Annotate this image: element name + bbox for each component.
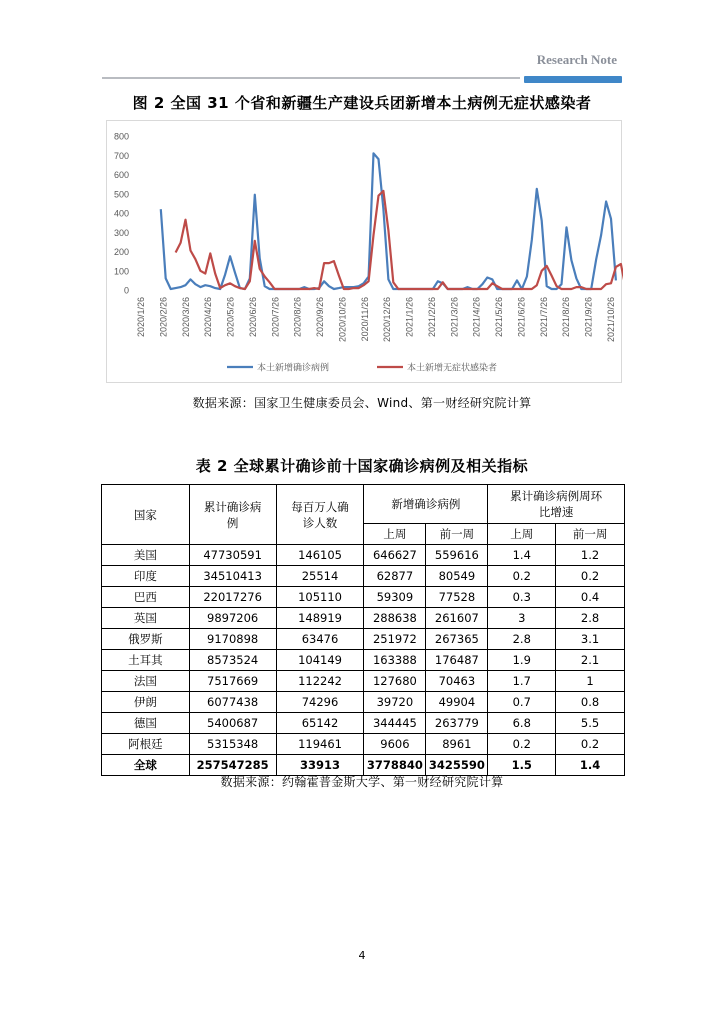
table-cell: 47730591 (189, 545, 276, 566)
x-tick-label: 2021/4/26 (471, 297, 482, 338)
y-tick-label: 0 (123, 285, 129, 296)
table-source: 数据来源：约翰霍普金斯大学、第一财经研究院计算 (220, 775, 504, 789)
table-cell: 2.8 (488, 629, 556, 650)
table-cell: 7517669 (189, 671, 276, 692)
table-cell: 176487 (426, 650, 488, 671)
x-tick-label: 2021/10/26 (606, 297, 616, 343)
header-accent-bar (524, 76, 622, 83)
table-cell: 8961 (426, 734, 488, 755)
chart-container (106, 120, 622, 383)
x-tick-label: 2021/3/26 (449, 297, 460, 338)
series-line-asymptomatic (176, 191, 623, 289)
table-cell: 0.2 (556, 566, 625, 587)
header-per-million: 每百万人确诊人数 (276, 485, 364, 545)
figure-title: 图 2 全国 31 个省和新疆生产建设兵团新增本土病例无症状感染者 (132, 94, 592, 112)
x-tick-label: 2021/6/26 (516, 297, 527, 338)
table-cell: 62877 (364, 566, 426, 587)
table-cell: 112242 (276, 671, 364, 692)
table-cell: 0.2 (556, 734, 625, 755)
table-cell: 巴西 (102, 587, 190, 608)
table-row (102, 713, 625, 734)
table-cell: 288638 (364, 608, 426, 629)
legend-label: 本土新增确诊病例 (257, 363, 330, 374)
total-cell: 3425590 (426, 755, 488, 776)
table-row (102, 566, 625, 587)
table-title: 表 2 全球累计确诊前十国家确诊病例及相关指标 (195, 457, 529, 475)
table-cell: 6077438 (189, 692, 276, 713)
table-cell: 65142 (276, 713, 364, 734)
header-growth-prev-week: 前一周 (556, 524, 625, 545)
x-tick-label: 2020/2/26 (158, 297, 169, 338)
table-cell: 77528 (426, 587, 488, 608)
table-cell: 0.8 (556, 692, 625, 713)
x-tick-label: 2021/5/26 (494, 297, 505, 338)
table-cell: 5315348 (189, 734, 276, 755)
table-cell: 263779 (426, 713, 488, 734)
table-cell: 59309 (364, 587, 426, 608)
table-cell: 63476 (276, 629, 364, 650)
table-cell: 267365 (426, 629, 488, 650)
y-tick-label: 200 (113, 247, 129, 257)
table-cell: 3 (488, 608, 556, 629)
table-cell: 9897206 (189, 608, 276, 629)
table-cell: 25514 (276, 566, 364, 587)
table-cell: 22017276 (189, 587, 276, 608)
total-cell: 全球 (102, 755, 190, 776)
x-tick-label: 2020/5/26 (225, 297, 236, 338)
x-tick-label: 2021/8/26 (561, 297, 572, 338)
y-tick-label: 100 (113, 266, 129, 277)
x-tick-label: 2021/2/26 (426, 297, 437, 338)
table-cell: 9606 (364, 734, 426, 755)
table-cell: 148919 (276, 608, 364, 629)
table-cell: 646627 (364, 545, 426, 566)
table-cell: 0.2 (488, 566, 556, 587)
x-tick-label: 2021/7/26 (538, 297, 549, 338)
y-tick-label: 300 (113, 227, 129, 238)
table-cell: 德国 (102, 713, 190, 734)
table-cell: 344445 (364, 713, 426, 734)
table-cell: 美国 (102, 545, 190, 566)
x-tick-label: 2020/6/26 (247, 297, 258, 338)
x-tick-label: 2020/11/26 (359, 297, 370, 342)
y-tick-label: 500 (113, 189, 129, 200)
table-cell: 1.7 (488, 671, 556, 692)
table-cell: 阿根廷 (102, 734, 190, 755)
y-tick-label: 400 (113, 208, 129, 219)
x-tick-label: 2020/8/26 (292, 297, 303, 338)
y-tick-label: 600 (113, 170, 129, 180)
line-chart (107, 121, 623, 384)
table-row (102, 734, 625, 755)
table-cell: 0.4 (556, 587, 625, 608)
table-cell: 0.7 (488, 692, 556, 713)
table-row (102, 671, 625, 692)
table-row (102, 650, 625, 671)
table-cell: 163388 (364, 650, 426, 671)
table-cell: 印度 (102, 566, 190, 587)
table-cell: 80549 (426, 566, 488, 587)
table-cell: 34510413 (189, 566, 276, 587)
x-tick-label: 2020/4/26 (203, 297, 214, 338)
table-cell: 1.4 (488, 545, 556, 566)
table-cell: 俄罗斯 (102, 629, 190, 650)
x-tick-label: 2020/1/26 (136, 297, 146, 338)
y-tick-label: 800 (113, 131, 129, 142)
table-cell: 119461 (276, 734, 364, 755)
figure-source: 数据来源：国家卫生健康委员会、Wind、第一财经研究院计算 (192, 396, 532, 410)
table-cell: 8573524 (189, 650, 276, 671)
table-cell: 1.9 (488, 650, 556, 671)
table-cell: 6.8 (488, 713, 556, 734)
table-cell: 74296 (276, 692, 364, 713)
header-new-cases: 新增确诊病例 (364, 485, 488, 524)
page-number: 4 (358, 949, 366, 962)
total-cell: 3778840 (364, 755, 426, 776)
table-cell: 1.2 (556, 545, 625, 566)
table-cell: 49904 (426, 692, 488, 713)
table-row (102, 608, 625, 629)
header-rule (102, 77, 520, 79)
x-tick-label: 2021/9/26 (583, 297, 594, 338)
header-cumulative: 累计确诊病例 (189, 485, 276, 545)
table-cell: 英国 (102, 608, 190, 629)
table-cell: 土耳其 (102, 650, 190, 671)
x-tick-label: 2020/10/26 (337, 297, 348, 343)
table-cell: 261607 (426, 608, 488, 629)
table-cell: 0.3 (488, 587, 556, 608)
research-note-label: Research Note (536, 52, 617, 67)
x-tick-label: 2020/7/26 (270, 297, 281, 338)
table-cell: 5.5 (556, 713, 625, 734)
header-country: 国家 (102, 485, 190, 545)
table-cell: 105110 (276, 587, 364, 608)
table-cell: 1 (556, 671, 625, 692)
header-growth-last-week: 上周 (488, 524, 556, 545)
cases-table (101, 484, 625, 776)
x-tick-label: 2020/3/26 (180, 297, 191, 338)
header-last-week: 上周 (364, 524, 426, 545)
table-cell: 5400687 (189, 713, 276, 734)
total-cell: 1.5 (488, 755, 556, 776)
table-cell: 559616 (426, 545, 488, 566)
table-row (102, 692, 625, 713)
y-tick-label: 700 (113, 150, 129, 161)
table-row (102, 629, 625, 650)
table-cell: 3.1 (556, 629, 625, 650)
table-row (102, 545, 625, 566)
table-row (102, 587, 625, 608)
x-tick-label: 2020/12/26 (382, 297, 393, 343)
x-tick-label: 2020/9/26 (315, 297, 326, 338)
total-cell: 257547285 (189, 755, 276, 776)
x-tick-label: 2021/1/26 (404, 297, 415, 338)
table-cell: 127680 (364, 671, 426, 692)
table-cell: 9170898 (189, 629, 276, 650)
table-cell: 104149 (276, 650, 364, 671)
table-cell: 2.1 (556, 650, 625, 671)
header-prev-week: 前一周 (426, 524, 488, 545)
total-cell: 33913 (276, 755, 364, 776)
header-growth: 累计确诊病例周环比增速 (488, 485, 625, 524)
table-cell: 251972 (364, 629, 426, 650)
legend-label: 本土新增无症状感染者 (407, 363, 498, 374)
table-cell: 2.8 (556, 608, 625, 629)
total-cell: 1.4 (556, 755, 625, 776)
table-cell: 0.2 (488, 734, 556, 755)
table-cell: 39720 (364, 692, 426, 713)
table-cell: 伊朗 (102, 692, 190, 713)
table-cell: 法国 (102, 671, 190, 692)
table-cell: 70463 (426, 671, 488, 692)
table-cell: 146105 (276, 545, 364, 566)
